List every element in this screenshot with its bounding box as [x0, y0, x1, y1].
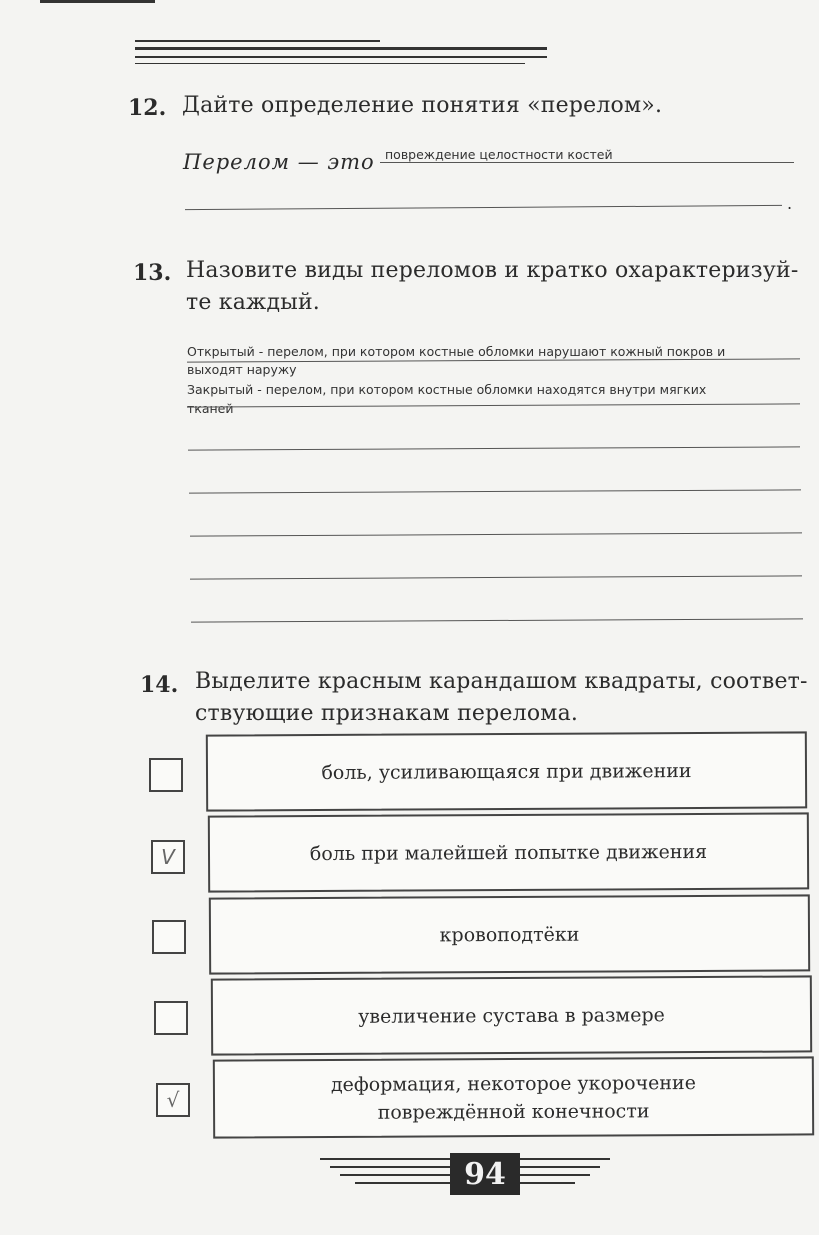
answer-line	[380, 162, 794, 163]
question-12-answer[interactable]: повреждение целостности костей	[385, 147, 613, 162]
option-3-box	[209, 894, 810, 974]
question-13-prompt-line-1: Назовите виды переломов и кратко охарактеризуй-	[186, 258, 799, 283]
question-13-answer-line-3[interactable]: Закрытый - перелом, при котором костные обломки находятся внутри мягких	[187, 382, 707, 397]
question-13-answer-line-4[interactable]: тканей	[187, 401, 234, 416]
option-3-label: кровоподтёки	[439, 923, 580, 946]
header-rule-2	[135, 47, 547, 50]
question-13-answer-line-1[interactable]: Открытый - перелом, при котором костные обломки нарушают кожный покров и	[187, 344, 726, 359]
check-mark: √	[166, 1088, 180, 1112]
option-4-label: увеличение сустава в размере	[358, 1003, 665, 1028]
question-14-number: 14.	[140, 672, 179, 698]
period-mark: .	[787, 194, 793, 213]
option-3-checkbox[interactable]	[152, 920, 186, 954]
answer-line	[190, 532, 802, 536]
option-2-box	[208, 812, 809, 892]
question-13-answer-line-2[interactable]: выходят наружу	[187, 362, 297, 377]
option-5-label-line-1: деформация, некоторое укорочение	[330, 1071, 696, 1096]
answer-line	[189, 489, 801, 493]
option-5-box	[213, 1056, 814, 1138]
option-5-checkbox[interactable]	[156, 1083, 190, 1117]
question-13-number: 13.	[133, 260, 172, 286]
header-rule-thin-top	[40, 0, 155, 3]
option-5-label-line-2: повреждённой конечности	[377, 1099, 650, 1124]
question-12-number: 12.	[128, 95, 167, 121]
option-4-checkbox[interactable]	[154, 1001, 188, 1035]
option-1-label: боль, усиливающаяся при движении	[321, 759, 692, 784]
answer-line	[185, 205, 782, 210]
answer-line	[187, 358, 800, 362]
option-1-checkbox[interactable]	[149, 758, 183, 792]
header-rule-3	[135, 56, 547, 58]
answer-line	[188, 446, 800, 450]
header-rule-4	[135, 63, 525, 64]
question-12-prompt: Дайте определение понятия «перелом».	[182, 93, 663, 118]
check-mark: V	[161, 845, 175, 869]
option-1-box	[206, 731, 807, 811]
answer-line	[187, 403, 800, 407]
question-14-prompt-line-2: ствующие признакам перелома.	[195, 701, 579, 726]
question-14-prompt-line-1: Выделите красным карандашом квадраты, соответ-	[195, 669, 808, 694]
option-2-label: боль при малейшей попытке движения	[309, 840, 708, 865]
option-4-box	[211, 975, 812, 1055]
answer-line	[190, 575, 802, 579]
option-2-checkbox[interactable]	[151, 840, 185, 874]
question-13-prompt-line-2: те каждый.	[186, 290, 320, 315]
header-rule-1	[135, 40, 380, 42]
answer-line	[191, 618, 803, 622]
question-12-lead: Перелом — это	[183, 150, 375, 174]
page-number: 94	[450, 1153, 520, 1195]
page-footer	[320, 1150, 610, 1200]
